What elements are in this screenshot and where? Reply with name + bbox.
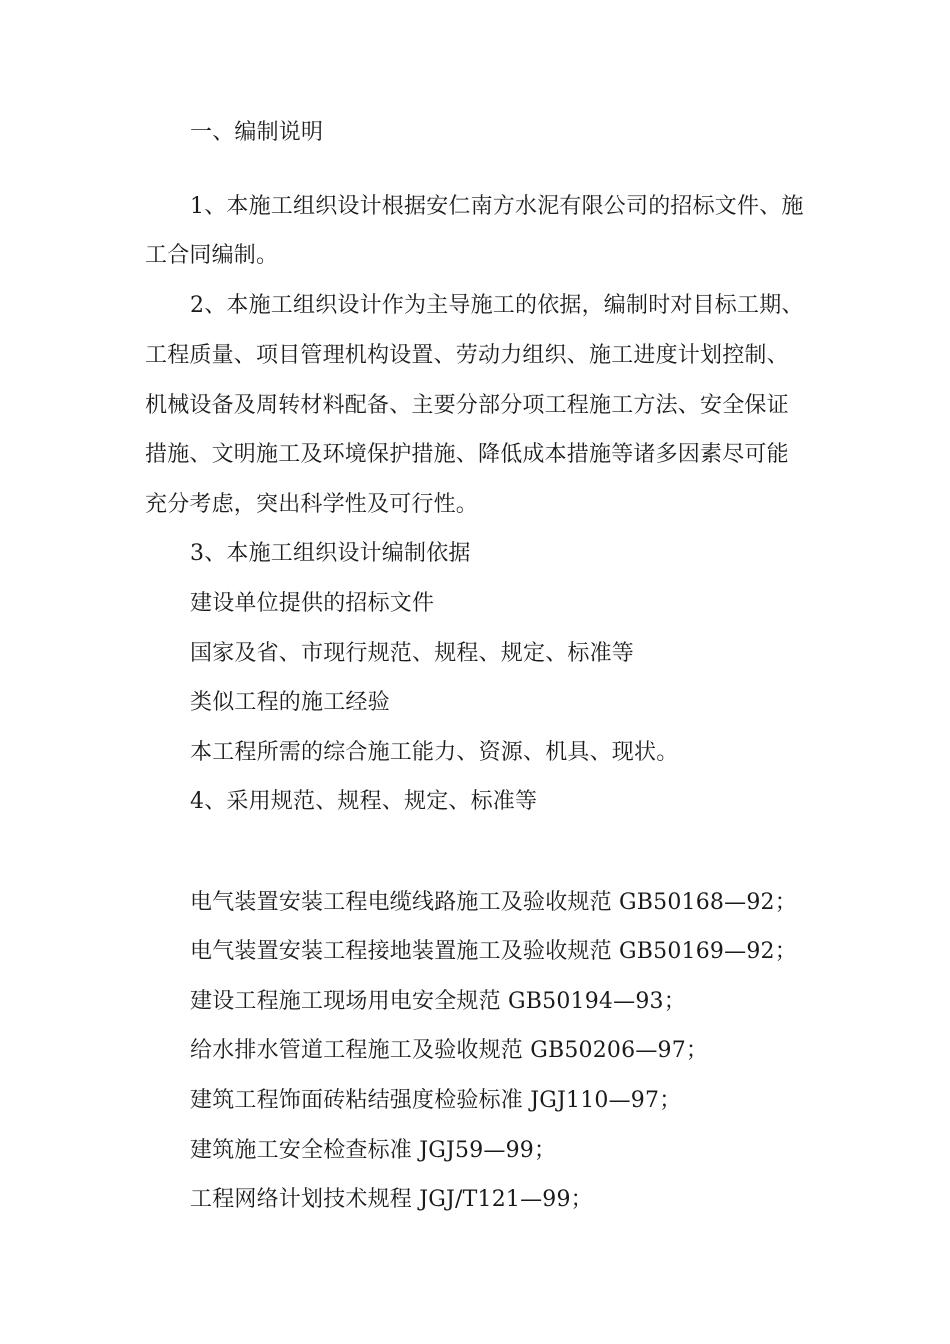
standard-item: 电气装置安装工程电缆线路施工及验收规范 GB50168—92；: [190, 890, 797, 915]
standard-item: 建筑工程饰面砖粘结强度检验标准 JGJ110—97；: [190, 1088, 682, 1113]
standard-item: 建筑施工安全检查标准 JGJ59—99；: [190, 1138, 557, 1163]
paragraph-2-line-3: 机械设备及周转材料配备、主要分部分项工程施工方法、安全保证: [145, 393, 789, 418]
standard-item: 建设工程施工现场用电安全规范 GB50194—93；: [190, 989, 686, 1014]
standard-item: 工程网络计划技术规程 JGJ/T121—99；: [190, 1187, 593, 1212]
standard-item: 电气装置安装工程接地装置施工及验收规范 GB50169—92；: [190, 939, 797, 964]
section-heading: 一、编制说明: [190, 120, 324, 145]
paragraph-4-title: 4、采用规范、规程、规定、标准等: [190, 789, 538, 814]
standard-item: 给水排水管道工程施工及验收规范 GB50206—97；: [190, 1038, 709, 1063]
basis-item: 本工程所需的综合施工能力、资源、机具、现状。: [190, 740, 679, 765]
paragraph-2-line-2: 工程质量、项目管理机构设置、劳动力组织、施工进度计划控制、: [145, 343, 789, 368]
paragraph-2-line-5: 充分考虑，突出科学性及可行性。: [145, 492, 479, 517]
paragraph-2-line-1: 2、本施工组织设计作为主导施工的依据，编制时对目标工期、: [190, 293, 804, 318]
paragraph-3-title: 3、本施工组织设计编制依据: [190, 541, 471, 566]
basis-item: 建设单位提供的招标文件: [190, 591, 435, 616]
basis-item: 类似工程的施工经验: [190, 690, 390, 715]
basis-item: 国家及省、市现行规范、规程、规定、标准等: [190, 641, 635, 666]
paragraph-1-line-2: 工合同编制。: [145, 243, 279, 268]
paragraph-1-line-1: 1、本施工组织设计根据安仁南方水泥有限公司的招标文件、施: [190, 194, 804, 219]
paragraph-2-line-4: 措施、文明施工及环境保护措施、降低成本措施等诸多因素尽可能: [145, 442, 789, 467]
